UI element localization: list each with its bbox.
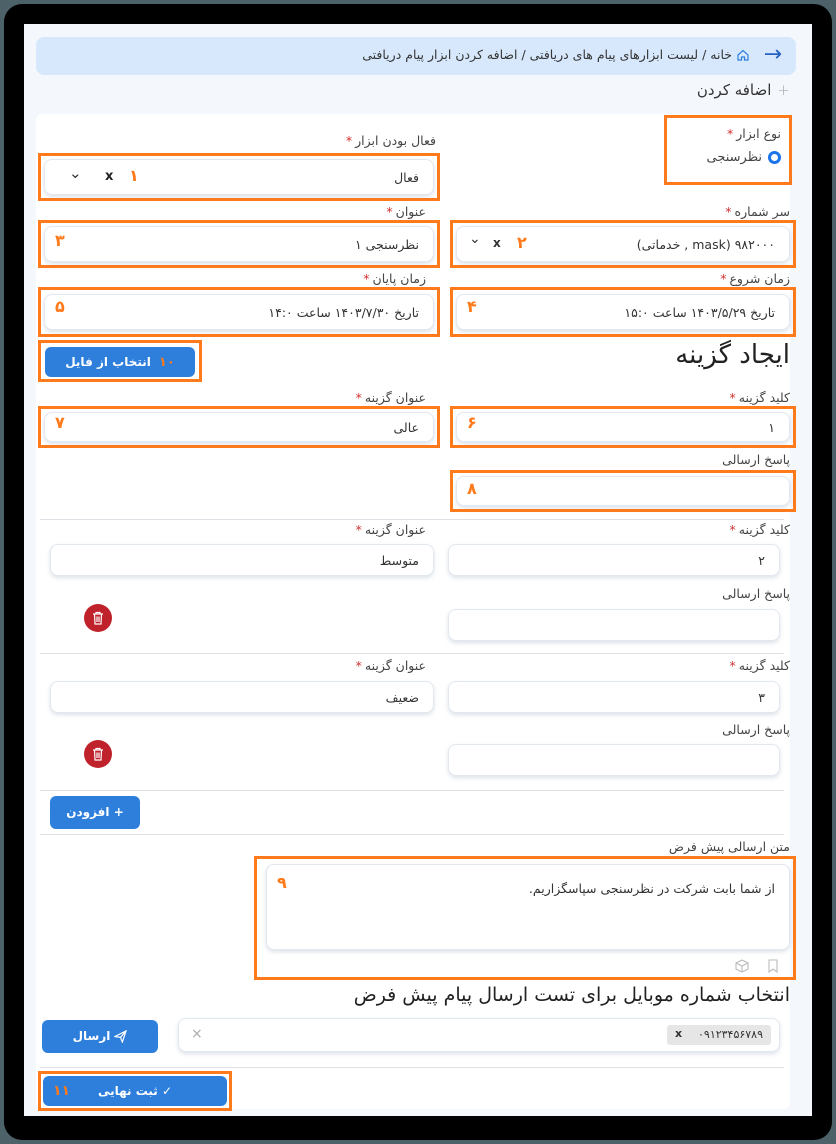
marker-9: ۹ [277, 873, 287, 892]
trash-icon [92, 611, 104, 625]
tool-active-highlight [38, 153, 440, 201]
option-key-highlight [450, 406, 796, 448]
option-title-highlight [38, 406, 440, 448]
clear-icon[interactable]: × [191, 1026, 203, 1042]
option-title-input[interactable]: متوسط [50, 544, 434, 576]
divider [40, 1067, 784, 1068]
clear-icon[interactable]: x [493, 236, 501, 250]
marker-5: ۵ [55, 297, 65, 316]
selected-number-chip: ۰۹۱۲۳۴۵۶۷۸۹ x [667, 1025, 771, 1045]
send-icon [114, 1030, 127, 1043]
marker-10: ۱۰ [158, 355, 175, 370]
test-send-heading: انتخاب شماره موبایل برای تست ارسال پیام پیش فرض [353, 984, 790, 1006]
delete-option-button[interactable] [84, 740, 112, 768]
submit-highlight [38, 1071, 232, 1111]
end-time-input[interactable]: تاریخ ۱۴۰۳/۷/۳۰ ساعت ۱۴:۰ ۵ [44, 294, 434, 330]
options-heading: ایجاد گزینه [675, 340, 790, 370]
add-option-button[interactable]: + افزودن [50, 796, 140, 829]
option-reply-input[interactable] [456, 476, 790, 506]
option-reply-label: پاسخ ارسالی [722, 586, 790, 601]
radio-option-survey[interactable]: نظرسنجی [707, 150, 782, 165]
marker-6: ۶ [467, 413, 477, 432]
section-title-label: اضافه کردن [696, 81, 772, 99]
option-title-label: عنوان گزینه* [355, 390, 426, 405]
marker-3: ٣ [55, 231, 65, 250]
plus-icon: + [777, 81, 790, 99]
option-reply-label: پاسخ ارسالی [722, 722, 790, 737]
breadcrumb [36, 37, 796, 75]
option-title-label: عنوان گزینه* [355, 522, 426, 537]
divider [40, 519, 784, 520]
mobile-number-select[interactable] [178, 1018, 780, 1052]
option-reply-label: پاسخ ارسالی [722, 452, 790, 467]
tool-active-select[interactable]: فعال ١ x ⌄ [44, 159, 434, 195]
import-from-file-button[interactable]: ۱۰انتخاب از فایل [45, 347, 195, 377]
prefix-select[interactable]: ۹۸۲۰۰۰ (mask , خدماتی) ٢ x ⌄ [456, 226, 790, 262]
end-time-highlight [38, 287, 440, 337]
option-reply-input[interactable] [448, 744, 780, 776]
bookmark-icon[interactable] [767, 959, 779, 973]
clear-icon[interactable]: x [105, 169, 114, 184]
title-input[interactable]: نظرسنجی ۱ ٣ [44, 226, 434, 262]
tool-type-group [664, 115, 792, 185]
import-highlight [38, 340, 202, 382]
send-test-button[interactable]: ارسال [42, 1020, 158, 1053]
option-title-input[interactable]: عالی ۷ [44, 412, 434, 442]
end-time-label: زمان پایان* [363, 271, 426, 286]
marker-7: ۷ [55, 413, 65, 432]
option-key-label: کلید گزینه* [729, 522, 790, 537]
start-time-input[interactable]: تاریخ ۱۴۰۳/۵/۲۹ ساعت ۱۵:۰ ۴ [456, 294, 790, 330]
back-arrow-icon[interactable]: → [763, 42, 782, 67]
tool-active-label: فعال بودن ابزار* [345, 133, 436, 148]
marker-2: ٢ [517, 233, 527, 252]
default-text-textarea[interactable]: از شما بابت شرکت در نظرسنجی سپاسگزاریم. ۹ [266, 864, 790, 950]
option-key-input[interactable]: ۱ ۶ [456, 412, 790, 442]
start-time-highlight [450, 287, 796, 337]
marker-11: ۱۱ [53, 1083, 71, 1099]
chevron-down-icon[interactable]: ⌄ [69, 164, 82, 182]
prefix-label: سر شماره* [725, 204, 790, 219]
section-title [697, 81, 790, 99]
option-key-input[interactable]: ۳ [448, 681, 780, 713]
tool-type-label: نوع ابزار* [727, 126, 781, 141]
submit-button[interactable]: ✓ ثبت نهایی ۱۱ [43, 1076, 227, 1106]
option-key-label: کلید گزینه* [729, 390, 790, 405]
delete-option-button[interactable] [84, 604, 112, 632]
option-reply-highlight [450, 470, 796, 512]
divider [40, 790, 784, 791]
option-reply-input[interactable] [448, 609, 780, 641]
chip-remove-icon[interactable]: x [675, 1027, 683, 1040]
divider [40, 834, 784, 835]
cube-icon[interactable] [735, 959, 749, 973]
start-time-label: زمان شروع* [720, 271, 790, 286]
marker-4: ۴ [467, 297, 477, 316]
page [24, 24, 812, 1116]
default-text-label: متن ارسالی پیش فرض [668, 839, 790, 854]
chevron-down-icon[interactable]: ⌄ [469, 231, 481, 247]
default-text-highlight [254, 856, 796, 980]
option-title-input[interactable]: ضعیف [50, 681, 434, 713]
trash-icon [92, 747, 104, 761]
title-label: عنوان* [386, 204, 426, 219]
home-icon[interactable] [736, 48, 750, 62]
marker-8: ۸ [467, 479, 477, 498]
option-key-label: کلید گزینه* [729, 658, 790, 673]
option-title-label: عنوان گزینه* [355, 658, 426, 673]
option-key-input[interactable]: ۲ [448, 544, 780, 576]
radio-selected-icon[interactable] [768, 151, 781, 164]
divider [40, 653, 784, 654]
marker-1: ١ [129, 166, 139, 185]
breadcrumb-path[interactable]: خانه / لیست ابزارهای پیام های دریافتی / اضافه کردن ابزار پیام دریافتی [362, 47, 732, 62]
title-highlight [38, 220, 440, 268]
prefix-highlight [450, 220, 796, 268]
